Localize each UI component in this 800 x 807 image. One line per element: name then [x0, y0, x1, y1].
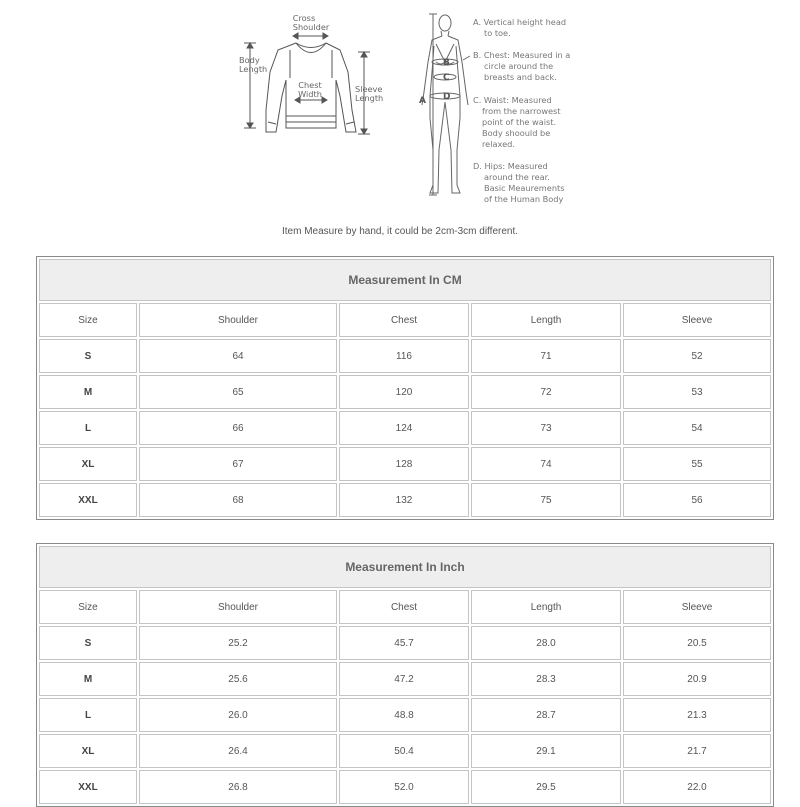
table-cell: 74	[471, 447, 621, 481]
description-d-line2: around the rear.	[484, 172, 550, 182]
table-cell: 52.0	[339, 770, 469, 804]
table-header-row	[39, 590, 771, 624]
table-row	[39, 662, 771, 696]
table-cell: 29.1	[471, 734, 621, 768]
size-cell: L	[39, 698, 137, 732]
description-b-line1: B. Chest: Measured in a	[473, 50, 571, 60]
table-row	[39, 734, 771, 768]
table-row	[39, 626, 771, 660]
table-cell: 68	[139, 483, 337, 517]
table-row	[39, 411, 771, 445]
table-cell: 71	[471, 339, 621, 373]
table-cell: 73	[471, 411, 621, 445]
table-cell: 75	[471, 483, 621, 517]
table-row	[39, 375, 771, 409]
body-length-label-line2: Length	[239, 64, 268, 74]
table-cell: 22.0	[623, 770, 771, 804]
letter-d: D	[443, 92, 451, 102]
table-cell: 120	[339, 375, 469, 409]
size-cell: XXL	[39, 483, 137, 517]
table-cell: 64	[139, 339, 337, 373]
table-cell: 21.3	[623, 698, 771, 732]
cross-shoulder-label-line2: Shoulder	[292, 22, 330, 32]
measure-note: Item Measure by hand, it could be 2cm-3cm different.	[281, 226, 519, 237]
column-header: Chest	[339, 590, 469, 624]
table-cell: 128	[339, 447, 469, 481]
table-row	[39, 447, 771, 481]
sleeve-length-label-line2: Length	[355, 93, 384, 103]
table-cell: 132	[339, 483, 469, 517]
description-b-line2: circle around the	[484, 61, 554, 71]
description-a-line1: A. Vertical height head	[473, 17, 567, 27]
table-row	[39, 770, 771, 804]
chest-width-label-line2: Width	[298, 89, 322, 99]
description-c-line3: point of the waist.	[482, 117, 557, 127]
table-cell: 116	[339, 339, 469, 373]
chest-width-label: Chest	[298, 80, 322, 90]
table-cell: 48.8	[339, 698, 469, 732]
table-title: Measurement In CM	[39, 259, 771, 301]
letter-b: B	[443, 58, 450, 68]
table-cell: 26.0	[139, 698, 337, 732]
table-cell: 20.5	[623, 626, 771, 660]
table-cell: 25.2	[139, 626, 337, 660]
column-header: Length	[471, 590, 621, 624]
table-cell: 29.5	[471, 770, 621, 804]
sleeve-length-label: Sleeve	[355, 84, 383, 94]
description-c-line5: relaxed.	[482, 139, 515, 149]
column-header: Length	[471, 303, 621, 337]
body-measure-lines	[429, 14, 470, 195]
table-row	[39, 339, 771, 373]
table-row	[39, 483, 771, 517]
table-row	[39, 698, 771, 732]
measurement-diagram	[0, 0, 800, 240]
table-cell: 28.0	[471, 626, 621, 660]
column-header: Sleeve	[623, 303, 771, 337]
table-cell: 53	[623, 375, 771, 409]
measurement-table-cm	[36, 256, 774, 520]
table-cell: 28.3	[471, 662, 621, 696]
column-header: Size	[39, 590, 137, 624]
column-header: Chest	[339, 303, 469, 337]
cross-shoulder-label: Cross	[292, 13, 316, 23]
table-header-row	[39, 303, 771, 337]
column-header: Size	[39, 303, 137, 337]
table-cell: 26.4	[139, 734, 337, 768]
table-cell: 20.9	[623, 662, 771, 696]
letter-c: C	[443, 73, 450, 83]
table-cell: 45.7	[339, 626, 469, 660]
description-d-line4: of the Human Body	[484, 194, 564, 204]
table-cell: 25.6	[139, 662, 337, 696]
measurement-table-inch	[36, 543, 774, 807]
column-header: Shoulder	[139, 303, 337, 337]
table-cell: 66	[139, 411, 337, 445]
size-cell: XXL	[39, 770, 137, 804]
letter-a: A	[419, 96, 426, 106]
table-cell: 65	[139, 375, 337, 409]
description-c-line4: Body shoould be	[482, 128, 551, 138]
size-cell: M	[39, 375, 137, 409]
table-cell: 55	[623, 447, 771, 481]
size-cell: XL	[39, 734, 137, 768]
body-figure-icon	[422, 15, 468, 193]
description-d-line3: Basic Meaurements	[484, 183, 565, 193]
table-cell: 21.7	[623, 734, 771, 768]
table-cell: 47.2	[339, 662, 469, 696]
table-cell: 54	[623, 411, 771, 445]
table-cell: 72	[471, 375, 621, 409]
table-cell: 26.8	[139, 770, 337, 804]
description-c-line2: from the narrowest	[482, 106, 561, 116]
size-cell: S	[39, 339, 137, 373]
description-d-line1: D. Hips: Measured	[473, 161, 548, 171]
table-cell: 52	[623, 339, 771, 373]
table-cell: 67	[139, 447, 337, 481]
table-cell: 56	[623, 483, 771, 517]
column-header: Shoulder	[139, 590, 337, 624]
description-c-line1: C. Waist: Measured	[473, 95, 552, 105]
column-header: Sleeve	[623, 590, 771, 624]
table-cell: 124	[339, 411, 469, 445]
table-title: Measurement In Inch	[39, 546, 771, 588]
body-length-label: Body	[239, 55, 260, 65]
description-a-line2: to toe.	[484, 28, 511, 38]
description-b-line3: breasts and back.	[484, 72, 557, 82]
table-cell: 28.7	[471, 698, 621, 732]
size-cell: M	[39, 662, 137, 696]
size-cell: S	[39, 626, 137, 660]
size-cell: XL	[39, 447, 137, 481]
table-cell: 50.4	[339, 734, 469, 768]
size-cell: L	[39, 411, 137, 445]
